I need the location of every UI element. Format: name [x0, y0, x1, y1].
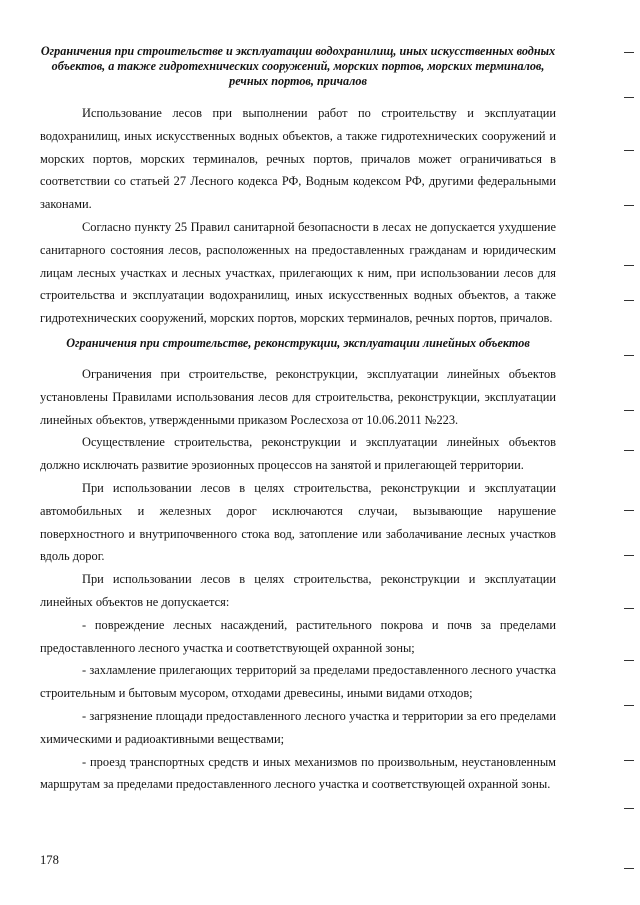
- margin-tick: [624, 410, 634, 411]
- paragraph: Ограничения при строительстве, реконструкции, эксплуатации линейных объектов установлены Правилами использования лесов для строительства, реконструкции, эксплуатации линейных объектов, утвержденными приказом Рослесхоза от 10.06.2011 №223.: [40, 366, 556, 427]
- paragraph: Использование лесов при выполнении работ по строительству и эксплуатации водохранилищ, иных искусственных водных объектов, а также гидротехнических сооружений и морских портов, морских терминалов, речных портов, причалов может ограничиваться в соответствии со статьей 27 Лесного кодекса РФ, Водным кодексом РФ, другими федеральными законами.: [40, 106, 556, 212]
- margin-tick: [624, 555, 634, 556]
- paragraph: Согласно пункту 25 Правил санитарной безопасности в лесах не допускается ухудшение санитарного состояния лесов, расположенных на предоставленных гражданам и юридическим лицам лесных участках и лесных участках, прилегающих к ним, при использовании лесов для строительства и эксплуатации водохранилищ, иных искусственных водных объектов, а также гидротехнических сооружений, морских портов, морских терминалов, речных портов, причалов.: [40, 219, 556, 326]
- margin-tick: [624, 355, 634, 356]
- margin-tick: [624, 265, 634, 266]
- section-heading-linear-objects: Ограничения при строительстве, реконструкции, эксплуатации линейных объектов: [66, 335, 530, 350]
- margin-tick: [624, 450, 634, 451]
- margin-tick: [624, 868, 634, 869]
- margin-tick: [624, 205, 634, 206]
- margin-tick: [624, 97, 634, 98]
- margin-tick: [624, 300, 634, 301]
- margin-tick: [624, 150, 634, 151]
- margin-tick: [624, 808, 634, 809]
- list-item: - повреждение лесных насаждений, растительного покрова и почв за пределами предоставленного лесного участка и соответствующей охранной зоны;: [40, 617, 556, 655]
- margin-tick: [624, 510, 634, 511]
- section-heading-reservoirs: Ограничения при строительстве и эксплуатации водохранилищ, иных искусственных водных объектов, а также гидротехнических сооружений, морских портов, морских терминалов, речных портов, причалов: [40, 44, 556, 88]
- margin-tick: [624, 760, 634, 761]
- list-item: - захламление прилегающих территорий за пределами предоставленного лесного участка строительным и бытовым мусором, отходами древесины, иными видами отходов;: [40, 663, 556, 701]
- paragraph: При использовании лесов в целях строительства, реконструкции и эксплуатации линейных объектов не допускается:: [40, 572, 556, 609]
- margin-tick: [624, 52, 634, 53]
- list-item: - проезд транспортных средств и иных механизмов по произвольным, неустановленным маршрутам за пределами предоставленного лесного участка и соответствующей охранной зоны.: [40, 754, 556, 792]
- page-number: 178: [40, 853, 59, 867]
- list-item: - загрязнение площади предоставленного лесного участка и территории за его пределами химическими и радиоактивными веществами;: [40, 708, 556, 746]
- document-page: [40, 44, 556, 796]
- margin-tick: [624, 660, 634, 661]
- paragraph: Осуществление строительства, реконструкции и эксплуатации линейных объектов должно исключать развитие эрозионных процессов на занятой и прилегающей территории.: [40, 435, 556, 473]
- paragraph: При использовании лесов в целях строительства, реконструкции и эксплуатации автомобильных и железных дорог исключаются случаи, вызывающие нарушение поверхностного и внутрипочвенного стока вод, затопление или заболачивание лесных участков вдоль дорог.: [40, 480, 556, 564]
- margin-tick: [624, 705, 634, 706]
- margin-tick: [624, 608, 634, 609]
